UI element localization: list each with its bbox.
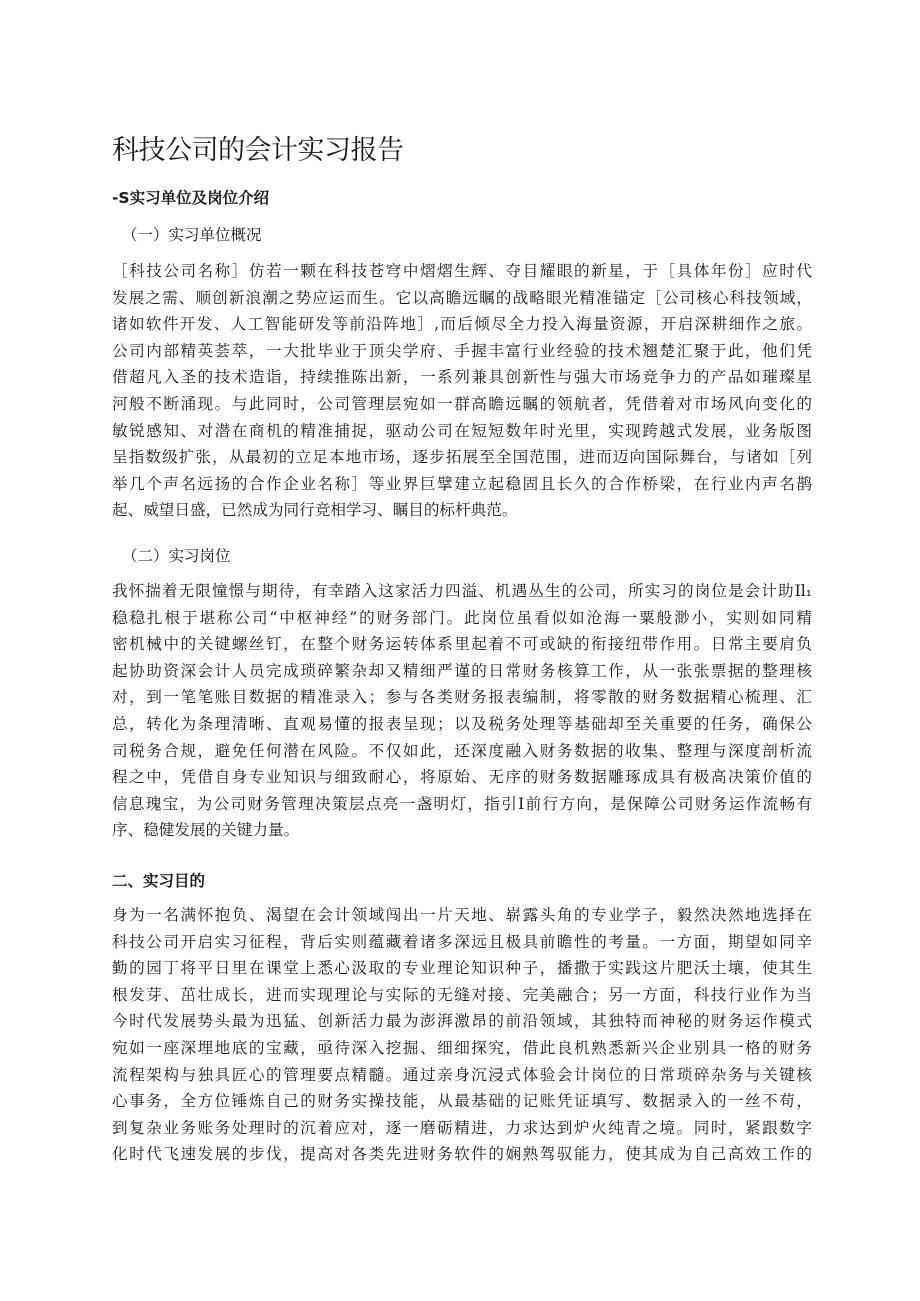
text-line: 心事务，全方位锤炼自己的财务实操技能，从最基础的记账凭证填写、数据录入的一丝不苟，: [112, 1092, 812, 1111]
text-line: 密机械中的关键螺丝钉，在整个财务运转体系里起着不可或缺的衔接纽带作用。日常主要肩负: [112, 635, 812, 654]
text-line: 稳稳扎根于堪称公司“中枢神经”的财务部门。此岗位虽看似如沧海一粟般渺小，实则如同精: [112, 608, 812, 627]
text-line: 总，转化为条理清晰、直观易懂的报表呈现；以及税务处理等基础却至关重要的任务，确保公: [112, 714, 812, 733]
text-line: 流程架构与独具匠心的管理要点精髓。通过亲身沉浸式体验会计岗位的日常琐碎杂务与关键核: [112, 1065, 812, 1084]
subsection-heading-internship-position: （二）实习岗位: [122, 547, 231, 565]
section-heading-internship-purpose: 二、实习目的: [112, 872, 206, 890]
text-line: 对，到一笔笔账目数据的精准录入；参与各类财务报表编制，将零散的财务数据精心梳理、汇: [112, 688, 812, 707]
text-line: 呈指数级扩张，从最初的立足本地市场，逐步拓展至全国范围，进而迈向国际舞台，与诸如［列: [112, 448, 812, 467]
paragraph-internship-purpose: [112, 902, 812, 1168]
text-line: 到复杂业务账务处理时的沉着应对，逐一磨砺精进，力求达到炉火纯青之境。同时，紧跟数字: [112, 1118, 812, 1137]
text-line: 诸如软件开发、人工智能研发等前沿阵地］,而后倾尽全力投入海量资源，开启深耕细作之旅。: [112, 315, 812, 334]
text-line: 起、威望日盛，已然成为同行竞相学习、瞩目的标杆典范。: [112, 501, 518, 520]
text-line: ［科技公司名称］仿若一颗在科技苍穹中熠熠生辉、夺目耀眼的新星，于［具体年份］应时代: [112, 262, 812, 280]
document-title: 科技公司的会计实习报告: [112, 135, 404, 166]
text-line: 公司内部精英荟萃，一大批毕业于顶尖学府、手握丰富行业经验的技术翘楚汇聚于此，他们凭: [112, 341, 812, 360]
text-line: 程之中，凭借自身专业知识与细致耐心，将原始、无序的财务数据雕琢成具有极高决策价值的: [112, 768, 812, 787]
text-line: 勤的园丁将平日里在课堂上悉心汲取的专业理论知识种子，播撒于实践这片肥沃土壤，使其生: [112, 959, 812, 978]
text-line: 根发芽、茁壮成长，进而实现理论与实际的无缝对接、完美融合；另一方面，科技行业作为当: [112, 985, 812, 1004]
text-line: 起协助资深会计人员完成琐碎繁杂却又精细严谨的日常财务核算工作，从一张张票据的整理核: [112, 661, 812, 680]
paragraph-unit-overview: [112, 258, 812, 524]
text-line: 举几个声名远扬的合作企业名称］等业界巨擘建立起稳固且长久的合作桥梁，在行业内声名鹊: [112, 474, 812, 493]
paragraph-internship-position: [112, 578, 812, 844]
text-line: 司税务合规，避免任何潜在风险。不仅如此，还深度融入财务数据的收集、整理与深度剖析流: [112, 741, 812, 760]
text-line: 科技公司开启实习征程，背后实则蕴藏着诸多深远且极具前瞻性的考量。一方面，期望如同辛: [112, 932, 812, 951]
text-line: 借超凡入圣的技术造诣，持续推陈出新，一系列兼具创新性与强大市场竞争力的产品如璀璨星: [112, 368, 812, 387]
text-line: 河般不断涌现。与此同时，公司管理层宛如一群高瞻远瞩的领航者，凭借着对市场风向变化的: [112, 394, 812, 413]
text-line: 今时代发展势头最为迅猛、创新活力最为澎湃激昂的前沿领域，其独特而神秘的财务运作模式: [112, 1012, 812, 1031]
text-line: 序、稳健发展的关键力量。: [112, 821, 300, 840]
text-line: 宛如一座深埋地底的宝藏，亟待深入挖掘、细细探究，借此良机熟悉新兴企业别具一格的财务: [112, 1038, 812, 1057]
text-line: 敏锐感知、对潜在商机的精准捕捉，驱动公司在短短数年时光里，实现跨越式发展，业务版图: [112, 421, 812, 440]
section-heading-internship-unit: -S实习单位及岗位介绍: [112, 189, 270, 207]
subsection-heading-unit-overview: （一）实习单位概况: [122, 226, 262, 244]
text-line: 我怀揣着无限憧憬与期待，有幸踏入这家活力四溢、机遇丛生的公司，所实习的岗位是会计助Il₁: [112, 582, 812, 600]
text-line: 身为一名满怀抱负、渴望在会计领域闯出一片天地、崭露头角的专业学子，毅然决然地选择在: [112, 906, 812, 924]
text-line: 发展之需、顺创新浪潮之势应运而生。它以高瞻远瞩的战略眼光精准锚定［公司核心科技领域，: [112, 288, 812, 307]
text-line: 化时代飞速发展的步伐，提高对各类先进财务软件的娴熟驾驭能力，使其成为自己高效工作的: [112, 1145, 812, 1164]
text-line: 信息瑰宝，为公司财务管理决策层点亮一盏明灯，指引I前行方向，是保障公司财务运作流畅有: [112, 794, 812, 813]
